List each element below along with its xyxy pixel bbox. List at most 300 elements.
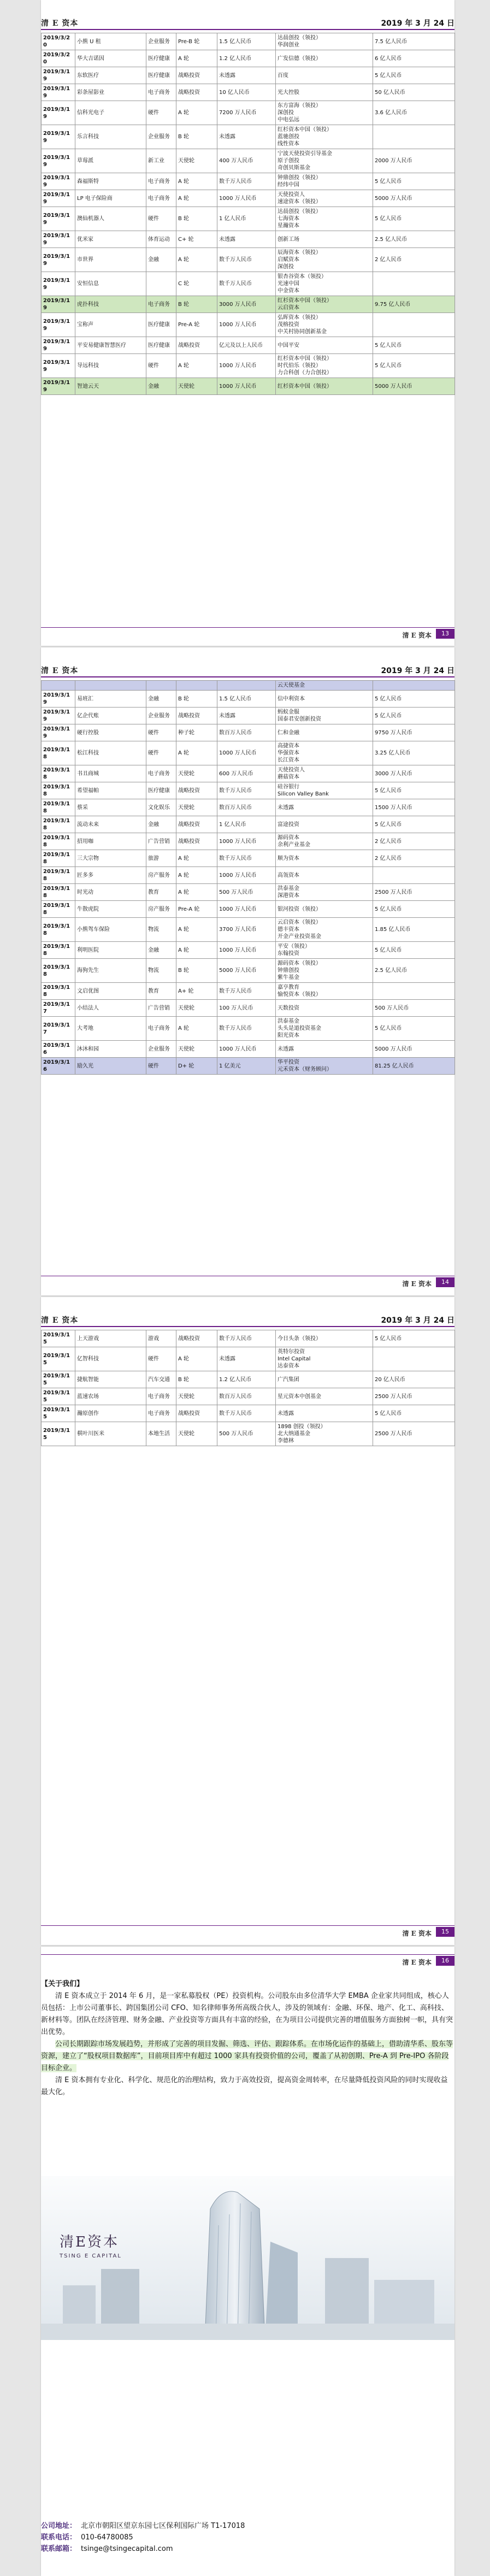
table-cell: 电子商务 bbox=[146, 1017, 176, 1041]
table-cell: 1000 万人民币 bbox=[217, 354, 276, 378]
page-header bbox=[41, 1297, 454, 1325]
contact-email[interactable]: 联系邮箱： tsinge@tsingecapital.com bbox=[41, 2545, 173, 2553]
table-cell: 导远科技 bbox=[75, 354, 146, 378]
table-cell: 2500 万人民币 bbox=[373, 1422, 455, 1446]
table-row bbox=[42, 901, 455, 918]
table-cell: 2 亿人民币 bbox=[373, 248, 455, 272]
table-cell: 数千万人民币 bbox=[217, 983, 276, 1000]
header-rule bbox=[41, 676, 454, 677]
table-cell: 1000 万人民币 bbox=[217, 741, 276, 765]
table-cell: 天使轮 bbox=[176, 378, 217, 395]
logo-en-text: TSING E CAPITAL bbox=[60, 2253, 122, 2259]
table-cell: 5 亿人民币 bbox=[373, 942, 455, 959]
table-cell: 海狗先生 bbox=[75, 959, 146, 983]
table-cell: 云启资本（领投） 德丰资本 开金产业投资基金 bbox=[276, 918, 373, 942]
table-cell: 金融 bbox=[146, 378, 176, 395]
table-cell: 企业服务 bbox=[146, 1041, 176, 1058]
contact-section bbox=[41, 2520, 454, 2555]
table-cell bbox=[146, 272, 176, 296]
table-cell: 硬件 bbox=[146, 354, 176, 378]
table-cell: 500 万人民币 bbox=[373, 1000, 455, 1017]
table-row bbox=[42, 296, 455, 313]
table-cell: 彩条屋影业 bbox=[75, 84, 146, 101]
table-cell: 6 亿人民币 bbox=[373, 50, 455, 67]
table-cell: A 轮 bbox=[176, 1017, 217, 1041]
table-row bbox=[42, 101, 455, 125]
report-page-16 bbox=[41, 1947, 454, 2576]
table-cell: 5 亿人民币 bbox=[373, 173, 455, 190]
table-row bbox=[42, 1422, 455, 1446]
table-cell: A 轮 bbox=[176, 101, 217, 125]
table-cell: 电子商务 bbox=[146, 190, 176, 207]
table-cell: 中国平安 bbox=[276, 337, 373, 354]
table-row bbox=[42, 1000, 455, 1017]
table-cell: 2019/3/19 bbox=[42, 190, 75, 207]
table-row bbox=[42, 1347, 455, 1371]
table-cell: 2019/3/20 bbox=[42, 50, 75, 67]
table-cell: 5 亿人民币 bbox=[373, 901, 455, 918]
table-cell: 2019/3/15 bbox=[42, 1371, 75, 1388]
table-cell: 小熊 U 租 bbox=[75, 33, 146, 50]
table-cell: 天使轮 bbox=[176, 1388, 217, 1405]
table-cell bbox=[373, 313, 455, 337]
table-cell: 数千万人民币 bbox=[217, 248, 276, 272]
table-cell bbox=[176, 681, 217, 691]
table-cell: 牛散虎院 bbox=[75, 901, 146, 918]
table-cell: 2 亿人民币 bbox=[373, 833, 455, 850]
table-cell: 7200 万人民币 bbox=[217, 101, 276, 125]
table-cell: 广发信德（领投） bbox=[276, 50, 373, 67]
table-cell: A 轮 bbox=[176, 741, 217, 765]
table-row bbox=[42, 1330, 455, 1347]
table-cell: A 轮 bbox=[176, 942, 217, 959]
table-cell: 9750 万人民币 bbox=[373, 724, 455, 741]
table-cell: 洪泰基金 头头是道投资基金 阳光资本 bbox=[276, 1017, 373, 1041]
report-page-14 bbox=[41, 647, 454, 1295]
table-cell: 天使轮 bbox=[176, 1422, 217, 1446]
table-cell: 2019/3/18 bbox=[42, 799, 75, 816]
table-cell: 1000 万人民币 bbox=[217, 901, 276, 918]
table-cell: 森福斯特 bbox=[75, 173, 146, 190]
table-cell: 时光动 bbox=[75, 884, 146, 901]
table-cell: 银河投资（领投） bbox=[276, 901, 373, 918]
table-cell: 1.2 亿人民币 bbox=[217, 50, 276, 67]
table-cell: 2 亿人民币 bbox=[373, 850, 455, 867]
financing-table bbox=[41, 33, 455, 395]
table-cell: 源码资本 余利产业基金 bbox=[276, 833, 373, 850]
table-cell: 1898 创投（领投） 北大纳通基金 李德林 bbox=[276, 1422, 373, 1446]
table-row bbox=[42, 149, 455, 173]
table-row bbox=[42, 959, 455, 983]
report-date: 2019 年 3 月 24 日 bbox=[381, 1316, 454, 1325]
table-cell: 电子商务 bbox=[146, 296, 176, 313]
about-paragraph: 公司长期跟踪市场发展趋势，并形成了完善的项目发掘、筛选、评估、跟踪体系。在市场化运作的基础上，借助清华系、股东等资源，建立了“股权项目数据库”，目前项目库中有超过 1000 家具有投资价值的公司，覆盖了从初创期、Pre-A 到 Pre-IPO 各阶段目标企业。 bbox=[41, 2040, 453, 2072]
table-cell: 5 亿人民币 bbox=[373, 816, 455, 833]
table-cell: 三大宗物 bbox=[75, 850, 146, 867]
table-cell: 汽车交通 bbox=[146, 1371, 176, 1388]
table-row bbox=[42, 354, 455, 378]
table-cell: B 轮 bbox=[176, 125, 217, 149]
table-cell: 2500 万人民币 bbox=[373, 1388, 455, 1405]
table-cell: 5000 万人民币 bbox=[373, 190, 455, 207]
table-cell: 数千万人民币 bbox=[217, 850, 276, 867]
table-row bbox=[42, 313, 455, 337]
table-cell: 2019/3/19 bbox=[42, 101, 75, 125]
table-cell: 2.5 亿人民币 bbox=[373, 231, 455, 248]
table-cell: 战略投资 bbox=[176, 337, 217, 354]
table-cell: 未透露 bbox=[217, 231, 276, 248]
table-cell: 沐沐和园 bbox=[75, 1041, 146, 1058]
table-cell: 600 万人民币 bbox=[217, 765, 276, 782]
table-cell: 高捷资本 华强资本 长江资本 bbox=[276, 741, 373, 765]
table-cell: 优米家 bbox=[75, 231, 146, 248]
header-rule bbox=[41, 1326, 454, 1327]
table-cell: 5 亿人民币 bbox=[373, 691, 455, 708]
table-cell: 信科光电子 bbox=[75, 101, 146, 125]
table-cell: 蓝速农场 bbox=[75, 1388, 146, 1405]
table-cell: 电子商务 bbox=[146, 1405, 176, 1422]
table-cell: 战略投资 bbox=[176, 708, 217, 724]
table-cell: 2019/3/18 bbox=[42, 867, 75, 884]
table-cell: 3.25 亿人民币 bbox=[373, 741, 455, 765]
table-cell: 硬行控股 bbox=[75, 724, 146, 741]
table-cell: 5 亿人民币 bbox=[373, 782, 455, 799]
table-cell: 2019/3/18 bbox=[42, 850, 75, 867]
table-cell: 企业服务 bbox=[146, 33, 176, 50]
table-cell: 2019/3/19 bbox=[42, 272, 75, 296]
table-cell: 2019/3/18 bbox=[42, 741, 75, 765]
table-cell: 2000 万人民币 bbox=[373, 149, 455, 173]
table-cell: 2019/3/19 bbox=[42, 125, 75, 149]
table-cell: 棋叶川医米 bbox=[75, 1422, 146, 1446]
table-cell: 3000 万人民币 bbox=[373, 765, 455, 782]
table-cell: 今日头条（领投） bbox=[276, 1330, 373, 1347]
logo-cn-text: 清E资本 bbox=[60, 2234, 119, 2250]
table-cell: Pre-A 轮 bbox=[176, 313, 217, 337]
table-cell: 天使轮 bbox=[176, 799, 217, 816]
table-cell: 本地生活 bbox=[146, 1422, 176, 1446]
table-cell: 100 万人民币 bbox=[217, 1000, 276, 1017]
table-cell: 2019/3/19 bbox=[42, 691, 75, 708]
table-cell: 房产服务 bbox=[146, 901, 176, 918]
table-row bbox=[42, 67, 455, 84]
table-row bbox=[42, 248, 455, 272]
table-cell: 2019/3/15 bbox=[42, 1388, 75, 1405]
table-cell: 2019/3/19 bbox=[42, 149, 75, 173]
page-number: 16 bbox=[436, 1956, 454, 1966]
table-cell: 源码资本（领投） 钟鼎创投 紫牛基金 bbox=[276, 959, 373, 983]
table-cell: 1 亿人民币 bbox=[217, 207, 276, 231]
table-cell: 星元资本中创基金 bbox=[276, 1388, 373, 1405]
table-cell: 未透露 bbox=[217, 125, 276, 149]
table-cell: 硅谷银行 Silicon Valley Bank bbox=[276, 782, 373, 799]
table-cell: 松江科技 bbox=[75, 741, 146, 765]
table-cell: 1000 万人民币 bbox=[217, 190, 276, 207]
table-cell: 2019/3/19 bbox=[42, 313, 75, 337]
table-cell: 2019/3/19 bbox=[42, 708, 75, 724]
table-cell: 2019/3/18 bbox=[42, 942, 75, 959]
table-cell: 2019/3/18 bbox=[42, 983, 75, 1000]
table-cell: 硬件 bbox=[146, 724, 176, 741]
table-row bbox=[42, 850, 455, 867]
table-cell: 乐言科技 bbox=[75, 125, 146, 149]
footer-brand: 清 E 资本 bbox=[402, 1930, 432, 1937]
table-row bbox=[42, 833, 455, 850]
table-cell: 2019/3/19 bbox=[42, 337, 75, 354]
table-cell: 东方富海（领投） 深创投 中电弘远 bbox=[276, 101, 373, 125]
table-cell: 书丑商城 bbox=[75, 765, 146, 782]
table-cell: 1.2 亿人民币 bbox=[217, 1371, 276, 1388]
table-cell: 蚂蚁金服 国泰君安创新投资 bbox=[276, 708, 373, 724]
page-number: 13 bbox=[436, 629, 454, 639]
table-cell: 高瓴资本 bbox=[276, 867, 373, 884]
table-cell: 2019/3/18 bbox=[42, 833, 75, 850]
table-cell: 天使轮 bbox=[176, 1041, 217, 1058]
table-cell: 希望福帕 bbox=[75, 782, 146, 799]
table-cell: 利明医院 bbox=[75, 942, 146, 959]
table-cell: 1000 万人民币 bbox=[217, 833, 276, 850]
table-cell: 9.75 亿人民币 bbox=[373, 296, 455, 313]
table-cell: 未透露 bbox=[276, 1405, 373, 1422]
table-cell: B 轮 bbox=[176, 207, 217, 231]
table-cell: A 轮 bbox=[176, 354, 217, 378]
table-cell bbox=[146, 681, 176, 691]
table-cell: 数千万人民币 bbox=[217, 1330, 276, 1347]
company-logo-box bbox=[60, 2231, 169, 2274]
table-row bbox=[42, 207, 455, 231]
table-row bbox=[42, 1371, 455, 1388]
table-cell bbox=[373, 125, 455, 149]
table-cell: 硬件 bbox=[146, 101, 176, 125]
table-cell: 2019/3/19 bbox=[42, 378, 75, 395]
table-cell: 2019/3/19 bbox=[42, 67, 75, 84]
table-cell: 2.5 亿人民币 bbox=[373, 959, 455, 983]
table-cell: 光大控股 bbox=[276, 84, 373, 101]
table-cell: 硬件 bbox=[146, 1058, 176, 1075]
table-cell: 1.85 亿人民币 bbox=[373, 918, 455, 942]
table-cell: 数千万人民币 bbox=[217, 272, 276, 296]
table-cell: 大考地 bbox=[75, 1017, 146, 1041]
table-cell: 安恒信息 bbox=[75, 272, 146, 296]
table-row bbox=[42, 173, 455, 190]
table-cell: 2019/3/19 bbox=[42, 354, 75, 378]
table-cell: 医疗健康 bbox=[146, 337, 176, 354]
table-row bbox=[42, 1058, 455, 1075]
table-cell: 数千万人民币 bbox=[217, 782, 276, 799]
table-cell: 硬件 bbox=[146, 1347, 176, 1371]
table-row bbox=[42, 681, 455, 691]
table-row bbox=[42, 741, 455, 765]
building-photo bbox=[41, 2176, 454, 2340]
table-cell: 1000 万人民币 bbox=[217, 942, 276, 959]
table-cell: 1 亿人民币 bbox=[217, 816, 276, 833]
table-row bbox=[42, 782, 455, 799]
table-cell: 2019/3/16 bbox=[42, 1041, 75, 1058]
page-header bbox=[41, 0, 454, 28]
table-cell: 战略投资 bbox=[176, 816, 217, 833]
table-cell: 富途投资 bbox=[276, 816, 373, 833]
table-row bbox=[42, 272, 455, 296]
table-cell: 2019/3/18 bbox=[42, 816, 75, 833]
table-cell: 2019/3/19 bbox=[42, 231, 75, 248]
table-cell: 硬件 bbox=[146, 207, 176, 231]
table-cell: 2019/3/17 bbox=[42, 1017, 75, 1041]
table-row bbox=[42, 724, 455, 741]
report-page-15 bbox=[41, 1297, 454, 1945]
table-cell: 小熊驾车保险 bbox=[75, 918, 146, 942]
table-cell: B 轮 bbox=[176, 1371, 217, 1388]
page-footer bbox=[41, 1954, 454, 1967]
table-cell: 华平投资 元禾资本（财务顾问） bbox=[276, 1058, 373, 1075]
table-cell: 天使投资人 蘑菇资本 bbox=[276, 765, 373, 782]
table-cell: 2019/3/19 bbox=[42, 248, 75, 272]
table-cell: 天使轮 bbox=[176, 1000, 217, 1017]
about-us-title: 【关于我们】 bbox=[41, 1980, 84, 1988]
table-row bbox=[42, 50, 455, 67]
table-cell: 3.6 亿人民币 bbox=[373, 101, 455, 125]
table-cell: 7.5 亿人民币 bbox=[373, 33, 455, 50]
table-cell: 2019/3/18 bbox=[42, 765, 75, 782]
page-footer bbox=[41, 1276, 454, 1289]
table-cell: 天数投资 bbox=[276, 1000, 373, 1017]
table-cell: 2500 万人民币 bbox=[373, 884, 455, 901]
table-cell: 上天游戏 bbox=[75, 1330, 146, 1347]
table-cell: 广告营销 bbox=[146, 833, 176, 850]
table-cell: 金融 bbox=[146, 816, 176, 833]
table-cell: 医疗健康 bbox=[146, 313, 176, 337]
table-cell: 房产服务 bbox=[146, 867, 176, 884]
table-cell: 未透露 bbox=[217, 708, 276, 724]
table-cell: 2019/3/18 bbox=[42, 959, 75, 983]
table-cell: A 轮 bbox=[176, 248, 217, 272]
table-cell: 战略投资 bbox=[176, 833, 217, 850]
table-row bbox=[42, 1405, 455, 1422]
table-cell: 教育 bbox=[146, 983, 176, 1000]
table-cell: 云天使基金 bbox=[276, 681, 373, 691]
table-cell: 弘晖资本（领投） 茂榕投资 中关村协同创新基金 bbox=[276, 313, 373, 337]
table-cell: 2019/3/18 bbox=[42, 901, 75, 918]
table-cell: 2019/3/17 bbox=[42, 1000, 75, 1017]
table-cell: A 轮 bbox=[176, 918, 217, 942]
table-cell: 亿元及以上人民币 bbox=[217, 337, 276, 354]
table-row bbox=[42, 765, 455, 782]
table-cell: 广汽集团 bbox=[276, 1371, 373, 1388]
table-cell: 招用咖 bbox=[75, 833, 146, 850]
table-cell: 红杉资本中国（领投） 时代伯乐（领投） 力合科创（力合创投） bbox=[276, 354, 373, 378]
table-cell bbox=[373, 681, 455, 691]
table-cell: 数百万人民币 bbox=[217, 799, 276, 816]
table-cell: 亿智科技 bbox=[75, 1347, 146, 1371]
table-cell bbox=[42, 681, 75, 691]
table-cell: A 轮 bbox=[176, 850, 217, 867]
table-cell: 蔡采 bbox=[75, 799, 146, 816]
table-row bbox=[42, 983, 455, 1000]
table-cell: 天使轮 bbox=[176, 765, 217, 782]
table-cell: 电子商务 bbox=[146, 765, 176, 782]
table-row bbox=[42, 708, 455, 724]
table-cell: A+ 轮 bbox=[176, 983, 217, 1000]
table-cell: C 轮 bbox=[176, 272, 217, 296]
table-row bbox=[42, 125, 455, 149]
table-cell: 医疗健康 bbox=[146, 50, 176, 67]
table-cell: 5 亿人民币 bbox=[373, 354, 455, 378]
table-cell: 电子商务 bbox=[146, 173, 176, 190]
table-cell: LP 电子保险商 bbox=[75, 190, 146, 207]
table-cell: 平安易健康智慧医疗 bbox=[75, 337, 146, 354]
table-cell: 百度 bbox=[276, 67, 373, 84]
table-cell: 游戏 bbox=[146, 1330, 176, 1347]
table-cell: 5000 万人民币 bbox=[373, 1041, 455, 1058]
table-row bbox=[42, 231, 455, 248]
table-cell: 东软医疗 bbox=[75, 67, 146, 84]
table-cell: 草莓派 bbox=[75, 149, 146, 173]
table-cell: 易班汇 bbox=[75, 691, 146, 708]
table-cell: 文启优图 bbox=[75, 983, 146, 1000]
table-cell: 未透露 bbox=[276, 799, 373, 816]
table-cell: 企业服务 bbox=[146, 125, 176, 149]
footer-brand: 清 E 资本 bbox=[402, 1280, 432, 1288]
table-cell: 未透露 bbox=[217, 1347, 276, 1371]
table-cell: 钟鼎创投（领投） 经纬中国 bbox=[276, 173, 373, 190]
table-cell: 顺为资本 bbox=[276, 850, 373, 867]
table-cell: 瀚原创作 bbox=[75, 1405, 146, 1422]
about-paragraph: 清 E 资本拥有专业化、科学化、规范化的治理结构，致力于高效投资，提高资金周转率，在尽量降低投资风险的同时实现收益最大化。 bbox=[41, 2076, 448, 2096]
table-cell: 数千万人民币 bbox=[217, 173, 276, 190]
table-cell: 旅游 bbox=[146, 850, 176, 867]
table-cell: 2019/3/20 bbox=[42, 33, 75, 50]
table-cell: 5000 万人民币 bbox=[373, 378, 455, 395]
table-cell: 3700 万人民币 bbox=[217, 918, 276, 942]
table-cell: 种子轮 bbox=[176, 724, 217, 741]
table-cell bbox=[373, 272, 455, 296]
table-cell: 华大吉诺因 bbox=[75, 50, 146, 67]
table-cell: 宝称声 bbox=[75, 313, 146, 337]
table-cell: B 轮 bbox=[176, 691, 217, 708]
table-cell: B 轮 bbox=[176, 296, 217, 313]
table-row bbox=[42, 867, 455, 884]
table-cell: 亿企代账 bbox=[75, 708, 146, 724]
table-cell: 400 万人民币 bbox=[217, 149, 276, 173]
table-cell: 500 万人民币 bbox=[217, 884, 276, 901]
table-row bbox=[42, 190, 455, 207]
table-cell: A 轮 bbox=[176, 884, 217, 901]
table-cell: 未透露 bbox=[217, 67, 276, 84]
table-cell: 流动未来 bbox=[75, 816, 146, 833]
table-cell: 捷航智能 bbox=[75, 1371, 146, 1388]
table-row bbox=[42, 942, 455, 959]
table-cell: 励久光 bbox=[75, 1058, 146, 1075]
table-cell: 金融 bbox=[146, 691, 176, 708]
table-cell: A 轮 bbox=[176, 173, 217, 190]
table-cell: 辰海资本（领投） 启赋资本 深创投 bbox=[276, 248, 373, 272]
contact-address: 公司地址： 北京市朝阳区望京东园七区保利国际广场 T1-17018 bbox=[41, 2522, 245, 2530]
table-cell: 2019/3/19 bbox=[42, 296, 75, 313]
table-cell: C+ 轮 bbox=[176, 231, 217, 248]
table-cell: 金融 bbox=[146, 942, 176, 959]
table-cell: 5 亿人民币 bbox=[373, 708, 455, 724]
table-cell: 5000 万人民币 bbox=[217, 959, 276, 983]
table-cell: 电子商务 bbox=[146, 84, 176, 101]
table-cell bbox=[217, 681, 276, 691]
table-cell: 1 亿美元 bbox=[217, 1058, 276, 1075]
page-header bbox=[41, 647, 454, 676]
table-cell: A 轮 bbox=[176, 190, 217, 207]
table-cell: 2019/3/19 bbox=[42, 173, 75, 190]
table-cell: 5 亿人民币 bbox=[373, 1405, 455, 1422]
table-cell: 未透露 bbox=[276, 1041, 373, 1058]
table-cell: 银杏谷资本（领投） 光速中国 中金资本 bbox=[276, 272, 373, 296]
financing-table bbox=[41, 680, 455, 1075]
